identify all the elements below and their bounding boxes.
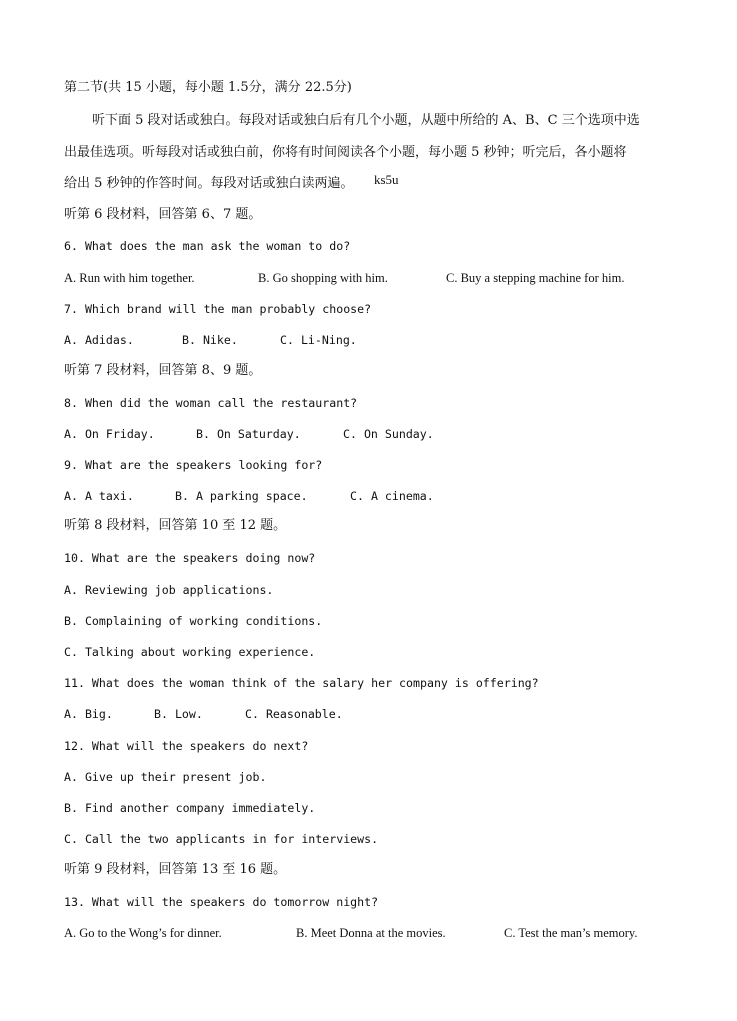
question-10: 10. What are the speakers doing now?	[64, 551, 316, 565]
option-c: C. On Sunday.	[343, 427, 434, 441]
instruction-line-1: 听下面 5 段对话或独白。每段对话或独白后有几个小题，从题中所给的 A、B、C 三个选项中选	[92, 113, 640, 128]
question-8: 8. When did the woman call the restaurant?	[64, 396, 358, 410]
question-10-option-a: A. Reviewing job applications.	[64, 583, 274, 597]
option-c: C. Buy a stepping machine for him.	[446, 271, 625, 285]
question-6: 6. What does the man ask the woman to do?	[64, 239, 351, 253]
question-11: 11. What does the woman think of the salary her company is offering?	[64, 676, 539, 690]
question-13: 13. What will the speakers do tomorrow night?	[64, 895, 379, 909]
option-b: B. On Saturday.	[196, 427, 301, 441]
instruction-line-3: 给出 5 秒钟的作答时间。每段对话或独白读两遍。	[64, 176, 354, 191]
option-b: B. Low.	[154, 707, 203, 721]
question-12-option-b: B. Find another company immediately.	[64, 801, 316, 815]
question-12: 12. What will the speakers do next?	[64, 739, 309, 753]
option-a: A. Go to the Wong’s for dinner.	[64, 926, 222, 940]
segment-9-header: 听第 9 段材料，回答第 13 至 16 题。	[64, 862, 287, 877]
question-12-option-a: A. Give up their present job.	[64, 770, 267, 784]
option-b: B. Meet Donna at the movies.	[296, 926, 446, 940]
option-b: B. Go shopping with him.	[258, 271, 388, 285]
ks5u-watermark: ks5u	[374, 172, 399, 187]
option-c: C. Li-Ning.	[280, 333, 357, 347]
instruction-line-2: 出最佳选项。听每段对话或独白前，你将有时间阅读各个小题，每小题 5 秒钟；听完后，各小题将	[64, 145, 627, 160]
question-10-option-c: C. Talking about working experience.	[64, 645, 316, 659]
option-a: A. Run with him together.	[64, 271, 195, 285]
option-a: A. A taxi.	[64, 489, 134, 503]
segment-8-header: 听第 8 段材料，回答第 10 至 12 题。	[64, 518, 287, 533]
option-c: C. Reasonable.	[245, 707, 343, 721]
segment-6-header: 听第 6 段材料，回答第 6、7 题。	[64, 207, 262, 222]
option-a: A. Big.	[64, 707, 113, 721]
option-a: A. On Friday.	[64, 427, 155, 441]
segment-7-header: 听第 7 段材料，回答第 8、9 题。	[64, 363, 262, 378]
section-header: 第二节(共 15 小题，每小题 1.5分，满分 22.5分)	[64, 80, 352, 95]
question-10-option-b: B. Complaining of working conditions.	[64, 614, 323, 628]
option-b: B. A parking space.	[175, 489, 308, 503]
option-c: C. Test the man’s memory.	[504, 926, 638, 940]
question-7: 7. Which brand will the man probably choose?	[64, 302, 372, 316]
option-c: C. A cinema.	[350, 489, 434, 503]
question-9: 9. What are the speakers looking for?	[64, 458, 323, 472]
option-a: A. Adidas.	[64, 333, 134, 347]
question-12-option-c: C. Call the two applicants in for interviews.	[64, 832, 379, 846]
option-b: B. Nike.	[182, 333, 238, 347]
